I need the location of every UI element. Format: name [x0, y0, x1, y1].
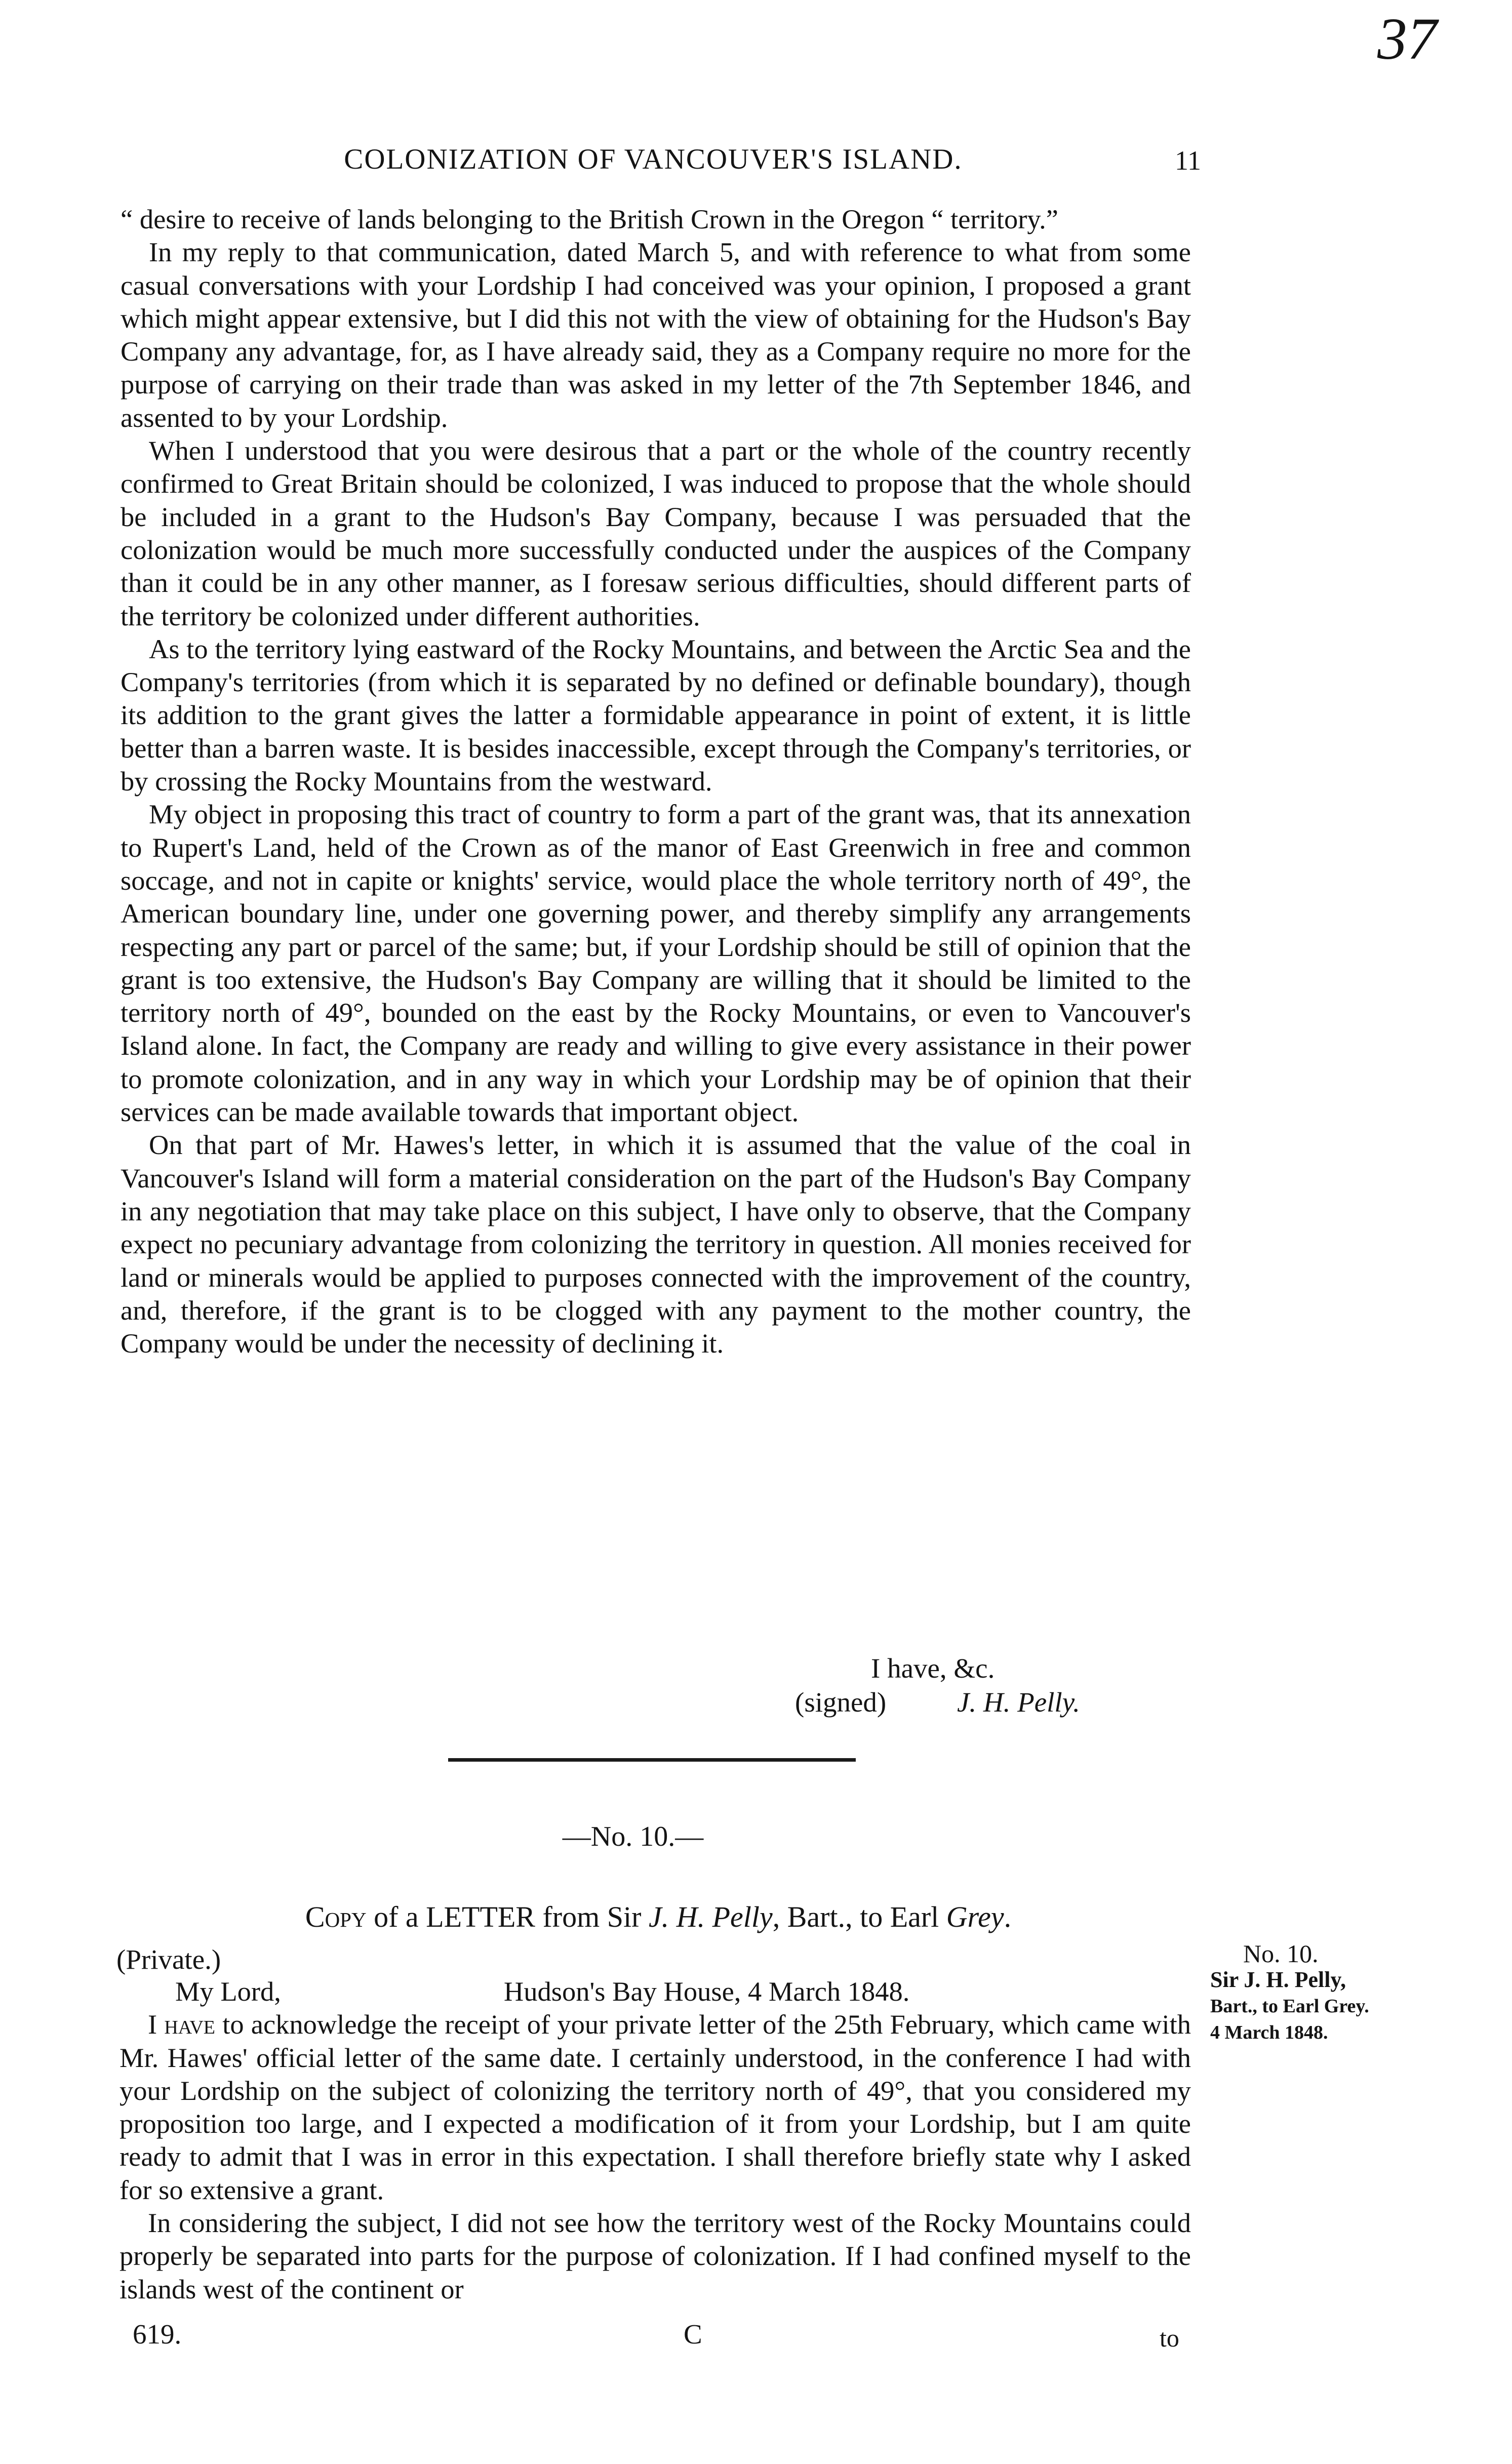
heading-end: . [1004, 1900, 1012, 1933]
catchword: to [1160, 2324, 1179, 2352]
margin-note-number: No. 10. [1243, 1939, 1319, 1968]
place-date: Hudson's Bay House, 4 March 1848. [503, 1976, 910, 2007]
paragraph: In considering the subject, I did not see how the territory west of the Rocky Mountains could properly be separated into parts for the purpose of colonization. If I had confined myself to the islands west of the continent or [120, 2207, 1191, 2304]
signature-mark: C [684, 2319, 702, 2350]
running-title: COLONIZATION OF VANCOUVER'S ISLAND. [344, 143, 963, 175]
opening-words: I have [148, 2009, 215, 2040]
signed-label: (signed) [795, 1687, 887, 1718]
margin-note-line: Bart., to Earl Grey. [1210, 1996, 1369, 2017]
letter-text [120, 1975, 1191, 2306]
heading-copy: Copy [305, 1900, 367, 1933]
private-label: (Private.) [116, 1944, 221, 1975]
section-divider [448, 1758, 856, 1762]
paragraph: When I understood that you were desirous that a part or the whole of the country recently confirmed to Great Britain should be colonized, I was induced to propose that the whole should be included in a grant to the Hudson's Bay Company, because I was persuaded that the colonization would be much more successfully conducted under the auspices of the Company than it could be in any other manner, as I foresaw serious difficulties, should different parts of the territory be colonized under different authorities. [121, 435, 1191, 631]
sheet-number: 619. [133, 2319, 182, 2350]
margin-note [1210, 1940, 1408, 2046]
signer-name: J. H. Pelly. [957, 1687, 1080, 1718]
heading-text: of a LETTER from Sir [366, 1900, 649, 1933]
closing: I have, &c. [871, 1653, 995, 1684]
salutation-line [120, 1975, 1191, 2008]
paragraph: On that part of Mr. Hawes's letter, in which it is assumed that the value of the coal in Vancouver's Island will form a material consideration on the part of the Hudson's Bay Company in any negotiation that may take place on this subject, I have only to observe, that the Company expect no pecuniary advantage from colonizing the territory in question. All monies received for land or minerals would be applied to purposes connected with the improvement of the country, and, therefore, if the grant is to be clogged with any payment to the mother country, the Company would be under the necessity of declining it. [121, 1129, 1191, 1359]
paragraph: “ desire to receive of lands belonging to the British Crown in the Oregon “ territory.” [121, 204, 1058, 234]
paragraph: As to the territory lying eastward of the Rocky Mountains, and between the Arctic Sea and the Company's territories (from which it is separated by no defined or definable boundary), though its addition to the grant gives the latter a formidable appearance in point of extent, it is little better than a barren waste. It is besides inaccessible, except through the Company's territories, or by crossing the Rocky Mountains from the westward. [121, 633, 1191, 797]
heading-sender: J. H. Pelly [648, 1900, 773, 1933]
folio-mark: 37 [1377, 6, 1437, 72]
paragraph: My object in proposing this tract of country to form a part of the grant was, that its annexation to Rupert's Land, held of the Crown as of the manor of East Greenwich in free and common soccage, and not in capite or knights' service, would place the whole territory north of 49°, the American boundary line, under one governing power, and thereby simplify any arrangements respecting any part or parcel of the same; but, if your Lordship should be still of opinion that the grant is too extensive, the Hudson's Bay Company are willing that it should be limited to the territory north of 49°, bounded on the east by the Rocky Mountains, or even to Vancouver's Island alone. In fact, the Company are ready and willing to give every assistance in their power to promote colonization, and in any way in which your Lordship may be of opinion that their services can be made available towards that important object. [121, 799, 1191, 1128]
document-number: —No. 10.— [562, 1821, 704, 1852]
heading-recipient: Grey [946, 1900, 1004, 1933]
page-number: 11 [1175, 145, 1201, 176]
letter-heading [0, 1900, 1317, 1934]
paragraph [120, 2008, 1191, 2206]
heading-text: , Bart., to Earl [772, 1900, 946, 1933]
body-text [121, 203, 1191, 1360]
salutation: My Lord, [175, 1976, 281, 2007]
margin-note-line: Sir J. H. Pelly, [1210, 1967, 1346, 1992]
margin-note-line: 4 March 1848. [1210, 2022, 1328, 2043]
running-head [106, 143, 1200, 183]
paragraph-text: to acknowledge the receipt of your private letter of the 25th February, which came with Mr. Hawes' official letter of the same date. I certainly understood, in the conference I had with your Lordship on the subject of colonizing the territory north of 49°, that you considered my proposition too large, and I expected a modification of it from your Lordship, but I am quite ready to admit that I was in error in this expectation. I shall therefore briefly state why I asked for so extensive a grant. [120, 2009, 1191, 2205]
paragraph: In my reply to that communication, dated March 5, and with reference to what from some casual conversations with your Lordship I had conceived was your opinion, I proposed a grant which might appear extensive, but I did this not with the view of obtaining for the Hudson's Bay Company any advantage, for, as I have already said, they as a Company require no more for the purpose of carrying on their trade than was asked in my letter of the 7th September 1846, and assented to by your Lordship. [121, 236, 1191, 433]
signature-row [795, 1686, 1080, 1718]
